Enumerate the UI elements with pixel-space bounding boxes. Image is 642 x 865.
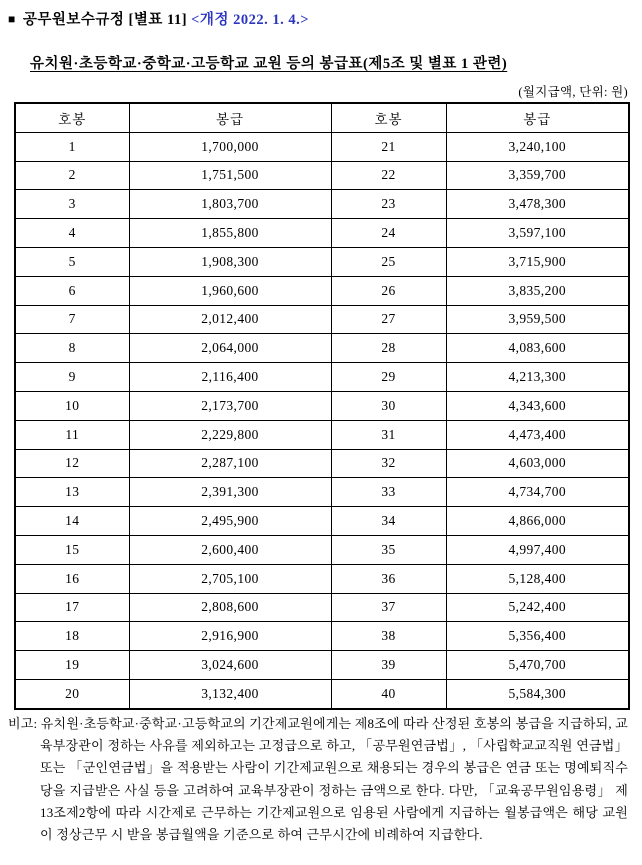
table-row (15, 651, 629, 680)
salary-cell: 4,473,400 (446, 420, 629, 449)
grade-cell: 16 (15, 564, 129, 593)
table-row (15, 679, 629, 708)
table-row (15, 391, 629, 420)
salary-table (14, 102, 630, 710)
unit-note: (월지급액, 단위: 원) (518, 85, 628, 99)
grade-cell: 25 (331, 247, 446, 276)
table-row (15, 305, 629, 334)
table-row (15, 219, 629, 248)
salary-cell: 1,700,000 (129, 132, 331, 161)
salary-cell: 4,213,300 (446, 363, 629, 392)
grade-cell: 2 (15, 161, 129, 190)
grade-cell: 9 (15, 363, 129, 392)
salary-cell: 3,959,500 (446, 305, 629, 334)
table-row (15, 478, 629, 507)
salary-cell: 2,287,100 (129, 449, 331, 478)
table-row (15, 564, 629, 593)
salary-cell: 5,356,400 (446, 622, 629, 651)
table-row (15, 535, 629, 564)
footnote-text: 유치원·초등학교·중학교·고등학교의 기간제교원에게는 제8조에 따라 산정된 호봉의 봉급을 지급하되, 교육부장관이 정하는 사유를 제외하고는 고정급으로 하고, 「공무원연금법」, 「사립학교교직원 연금법」 또는 「군인연금법」을 적용받는 사람이 기간제교원으로 채용되는 경우의 봉급은 연금 또는 명예퇴직수당을 지급받은 사실 등을 고려하여 교육부장관이 정하는 금액으로 한다. 다만, 「교육공무원임용령」 제13조제2항에 따라 시간제로 근무하는 기간제교원으로 임용된 사람에게 지급하는 월봉급액은 해당 교원이 정상근무 시 받을 봉급월액을 기준으로 하여 근무시간에 비례하여 지급한다. (40, 715, 628, 843)
grade-cell: 5 (15, 247, 129, 276)
salary-column-header: 봉급 (129, 103, 331, 132)
grade-cell: 3 (15, 190, 129, 219)
salary-column-header: 봉급 (446, 103, 629, 132)
salary-cell: 4,343,600 (446, 391, 629, 420)
grade-cell: 37 (331, 593, 446, 622)
grade-cell: 12 (15, 449, 129, 478)
salary-cell: 3,132,400 (129, 679, 331, 708)
salary-table-head-row (15, 103, 629, 132)
grade-cell: 20 (15, 679, 129, 708)
grade-cell: 30 (331, 391, 446, 420)
grade-cell: 11 (15, 420, 129, 449)
revision-note: <개정 2022. 1. 4.> (191, 12, 309, 28)
salary-cell: 2,173,700 (129, 391, 331, 420)
salary-cell: 5,242,400 (446, 593, 629, 622)
salary-cell: 1,960,600 (129, 276, 331, 305)
salary-cell: 3,715,900 (446, 247, 629, 276)
grade-cell: 24 (331, 219, 446, 248)
grade-cell: 39 (331, 651, 446, 680)
salary-cell: 2,916,900 (129, 622, 331, 651)
grade-cell: 27 (331, 305, 446, 334)
salary-cell: 3,835,200 (446, 276, 629, 305)
footnote-label: 비고: (8, 715, 38, 731)
grade-cell: 31 (331, 420, 446, 449)
grade-cell: 15 (15, 535, 129, 564)
regulation-title: 공무원보수규정 [별표 11] (22, 12, 188, 28)
grade-cell: 26 (331, 276, 446, 305)
table-row (15, 276, 629, 305)
grade-cell: 18 (15, 622, 129, 651)
grade-cell: 22 (331, 161, 446, 190)
salary-cell: 2,808,600 (129, 593, 331, 622)
grade-cell: 14 (15, 507, 129, 536)
grade-cell: 4 (15, 219, 129, 248)
salary-cell: 5,584,300 (446, 679, 629, 708)
grade-cell: 33 (331, 478, 446, 507)
table-row (15, 161, 629, 190)
table-row (15, 593, 629, 622)
salary-cell: 3,359,700 (446, 161, 629, 190)
grade-cell: 17 (15, 593, 129, 622)
table-row (15, 247, 629, 276)
salary-cell: 2,391,300 (129, 478, 331, 507)
salary-cell: 2,705,100 (129, 564, 331, 593)
grade-cell: 6 (15, 276, 129, 305)
table-row (15, 622, 629, 651)
table-row (15, 132, 629, 161)
footnote (8, 713, 628, 847)
table-row (15, 363, 629, 392)
grade-cell: 40 (331, 679, 446, 708)
table-row (15, 507, 629, 536)
salary-cell: 2,600,400 (129, 535, 331, 564)
salary-cell: 2,229,800 (129, 420, 331, 449)
grade-cell: 32 (331, 449, 446, 478)
salary-cell: 3,024,600 (129, 651, 331, 680)
grade-column-header: 호봉 (15, 103, 129, 132)
grade-cell: 13 (15, 478, 129, 507)
grade-cell: 23 (331, 190, 446, 219)
salary-table-body (15, 132, 629, 708)
salary-cell: 4,734,700 (446, 478, 629, 507)
salary-table-title: 유치원·초등학교·중학교·고등학교 교원 등의 봉급표(제5조 및 별표 1 관련) (30, 56, 508, 72)
salary-cell: 1,803,700 (129, 190, 331, 219)
table-row (15, 334, 629, 363)
grade-cell: 1 (15, 132, 129, 161)
grade-cell: 19 (15, 651, 129, 680)
salary-cell: 2,012,400 (129, 305, 331, 334)
salary-cell: 2,064,000 (129, 334, 331, 363)
document-title-line (8, 8, 628, 29)
grade-cell: 36 (331, 564, 446, 593)
salary-cell: 1,908,300 (129, 247, 331, 276)
salary-cell: 3,597,100 (446, 219, 629, 248)
salary-cell: 3,478,300 (446, 190, 629, 219)
grade-column-header: 호봉 (331, 103, 446, 132)
salary-cell: 5,128,400 (446, 564, 629, 593)
salary-cell: 4,866,000 (446, 507, 629, 536)
table-row (15, 449, 629, 478)
salary-cell: 4,997,400 (446, 535, 629, 564)
grade-cell: 34 (331, 507, 446, 536)
square-bullet-icon: ■ (8, 12, 16, 26)
table-row (15, 420, 629, 449)
salary-cell: 4,603,000 (446, 449, 629, 478)
grade-cell: 38 (331, 622, 446, 651)
grade-cell: 8 (15, 334, 129, 363)
table-row (15, 190, 629, 219)
grade-cell: 29 (331, 363, 446, 392)
grade-cell: 10 (15, 391, 129, 420)
salary-cell: 5,470,700 (446, 651, 629, 680)
salary-cell: 1,751,500 (129, 161, 331, 190)
salary-cell: 4,083,600 (446, 334, 629, 363)
grade-cell: 21 (331, 132, 446, 161)
salary-cell: 1,855,800 (129, 219, 331, 248)
grade-cell: 35 (331, 535, 446, 564)
salary-cell: 2,116,400 (129, 363, 331, 392)
salary-cell: 2,495,900 (129, 507, 331, 536)
grade-cell: 28 (331, 334, 446, 363)
salary-cell: 3,240,100 (446, 132, 629, 161)
grade-cell: 7 (15, 305, 129, 334)
